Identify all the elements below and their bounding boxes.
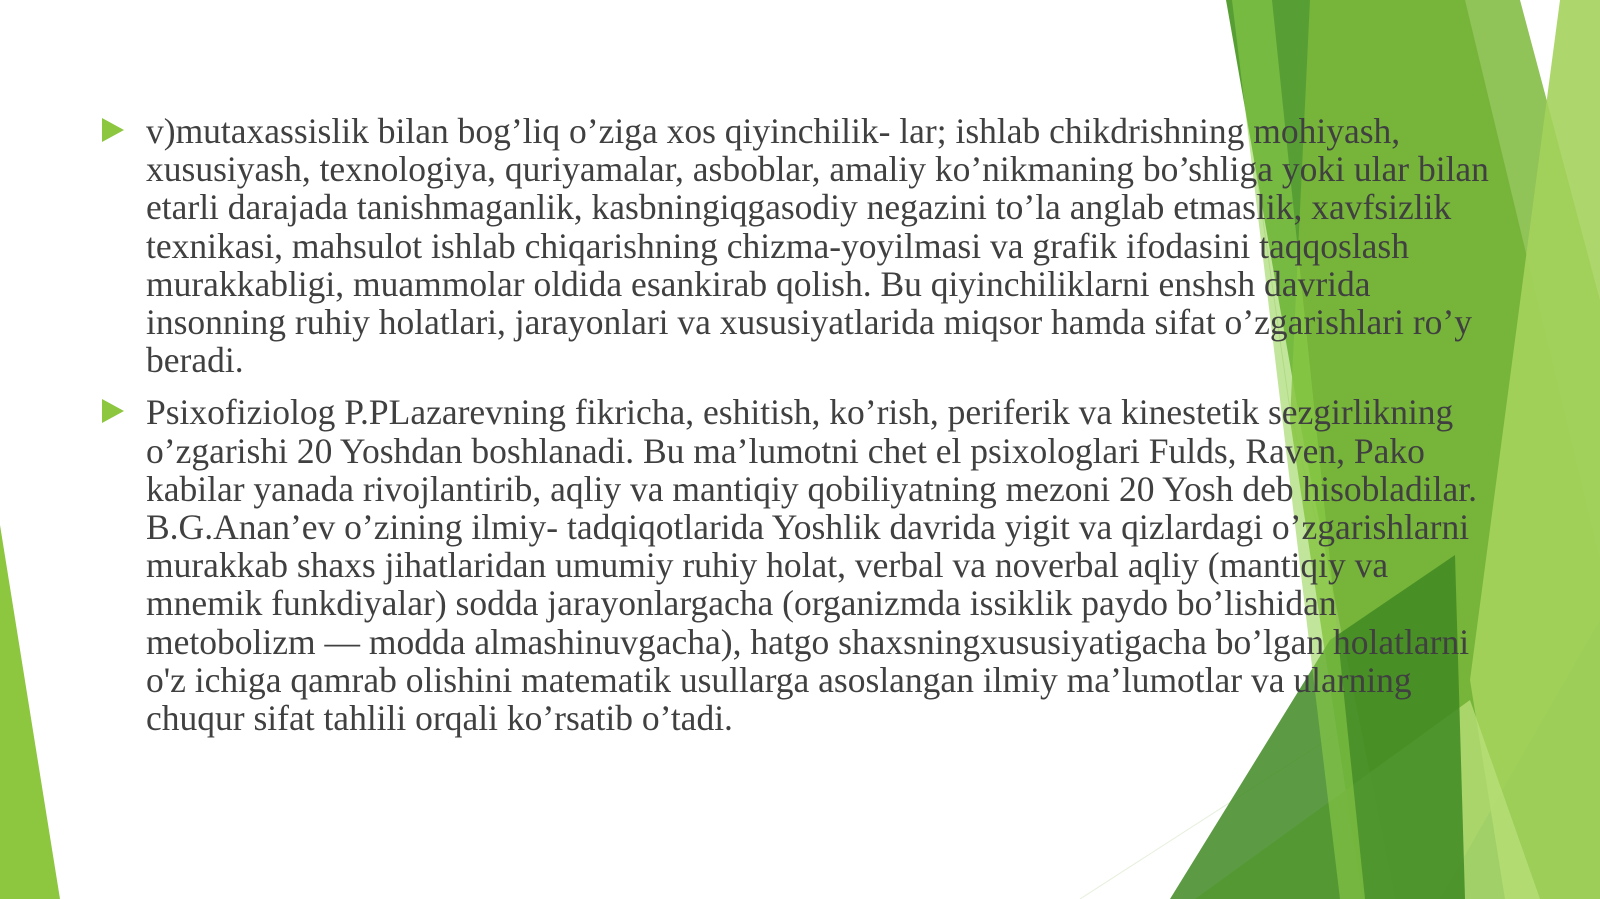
bullet-item (100, 393, 1500, 737)
bullet-text: v)mutaxassislik bilan bog’liq o’ziga xos qiyinchilik- lar; ishlab chikdrishning mohiyash, xususiyash, texnologiya, quriyamalar, asboblar, amaliy ko’nikmaning bo’shliga yoki ular bilan etarli darajada tanishmaganlik, kasbningiqgasodiy negazini to’la anglab etmaslik, xavfsizlik texnikasi, mahsulot ishlab chiqarishning chizma-yoyilmasi va grafik ifodasini taqqoslash murakkabligi, muammolar oldida esankirab qolish. Bu qiyinchiliklarni enshsh davrida insonning ruhiy holatlari, jarayonlari va xususiyatlarida miqsor hamda sifat o’zgarishlari ro’y beradi. (146, 111, 1489, 381)
bullet-text: Psixofiziolog P.PLazarevning fikricha, eshitish, ko’rish, periferik va kinestetik sezgirlikning o’zgarishi 20 Yoshdan boshlanadi. Bu ma’lumotni chet el psixologlari Fulds, Raven, Pako kabilar yanada rivojlantirib, aqliy va mantiqiy qobiliyatning mezoni 20 Yosh deb hisobladilar. B.G.Anan’ev o’zining ilmiy- tadqiqotlarida Yoshlik davrida yigit va qizlardagi o’zgarishlarni murakkab shaxs jihatlaridan umumiy ruhiy holat, verbal va noverbal aqliy (mantiqiy va mnemik funkdiyalar) sodda jarayonlargacha (organizmda issiklik paydo bo’lishidan metobolizm — modda almashinuvgacha), hatgo shaxsningxususiyatigacha bo’lgan holatlarni o'z ichiga qamrab olishini matematik usullarga asoslangan ilmiy ma’lumotlar va ularning chuqur sifat tahlili orqali ko’rsatib o’tadi. (146, 392, 1478, 739)
triangle-bullet-icon (102, 118, 124, 142)
bullet-item (100, 112, 1500, 379)
left-green-facet (0, 525, 60, 899)
triangle-bullet-icon (102, 399, 124, 423)
bullet-list (100, 112, 1500, 751)
